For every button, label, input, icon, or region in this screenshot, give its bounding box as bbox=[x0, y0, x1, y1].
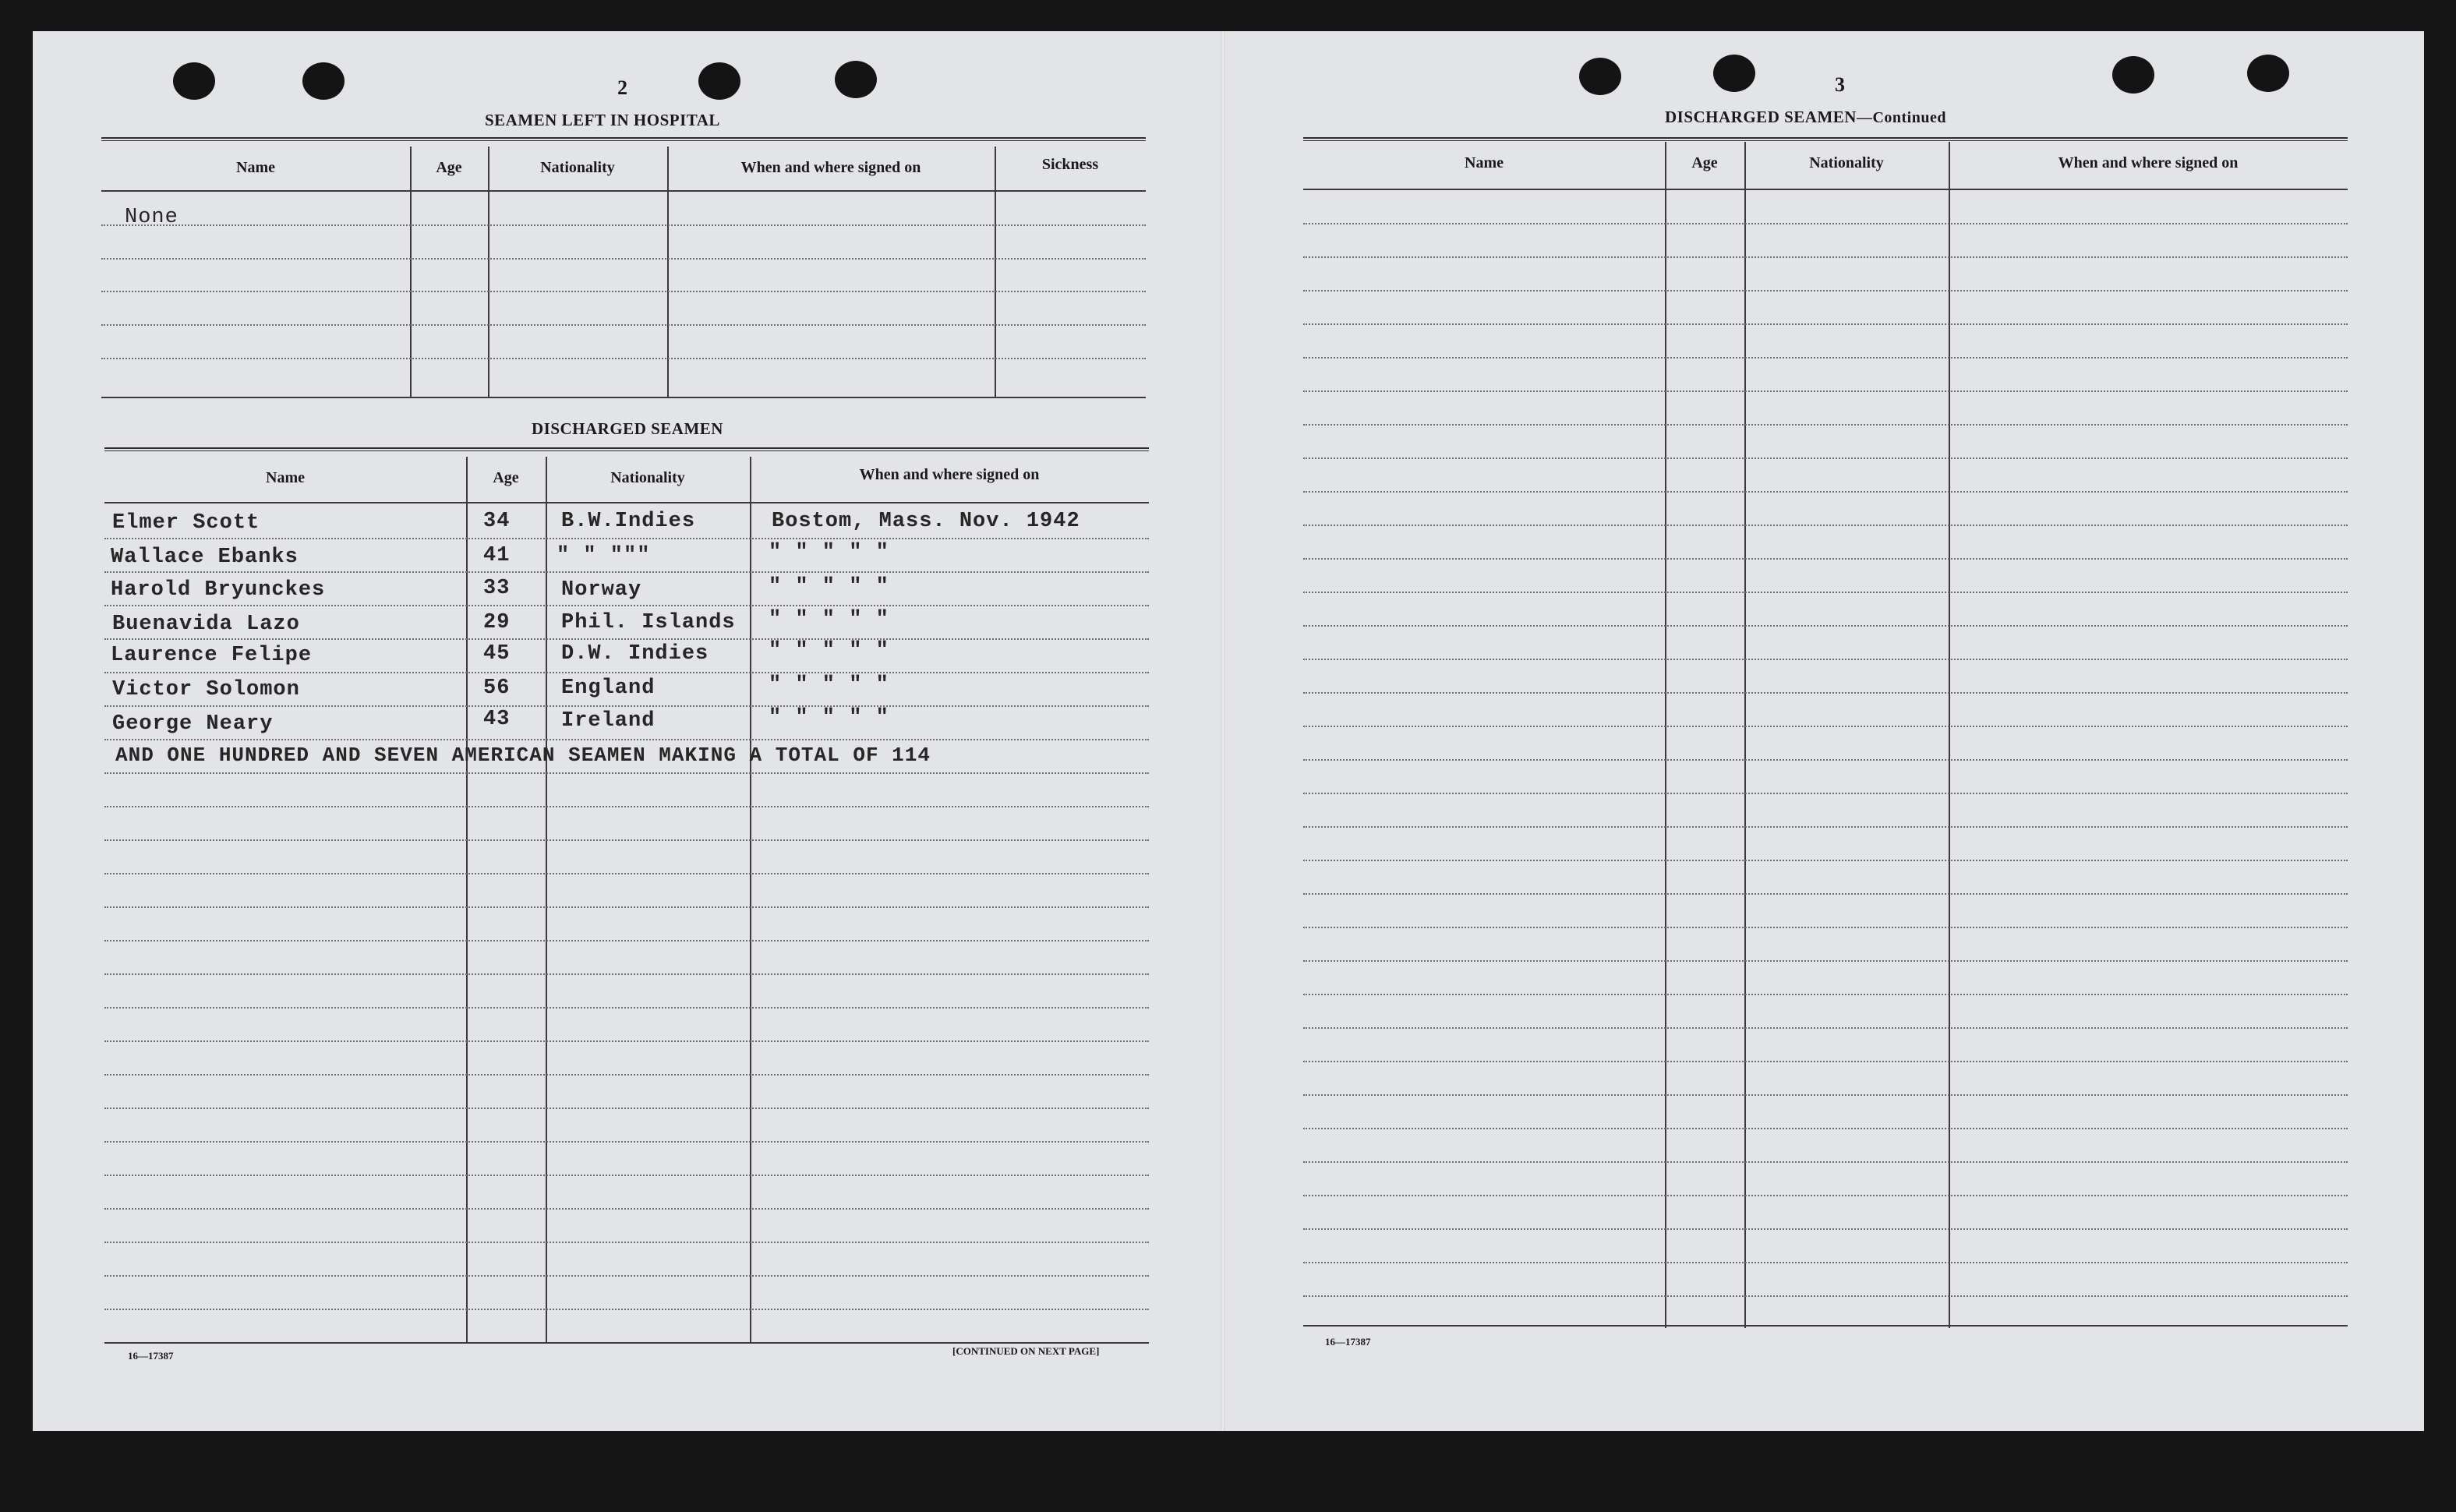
seaman-age: 43 bbox=[483, 708, 511, 731]
header-nationality: Nationality bbox=[540, 159, 615, 176]
seaman-name: George Neary bbox=[112, 712, 274, 736]
header-signed-on: When and where signed on bbox=[2058, 154, 2239, 171]
hospital-none-entry: None bbox=[125, 206, 178, 229]
header-name: Name bbox=[266, 469, 305, 486]
punch-hole bbox=[173, 62, 215, 100]
punch-hole bbox=[302, 62, 345, 100]
seaman-name: Harold Bryunckes bbox=[111, 578, 326, 602]
summary-line: AND ONE HUNDRED AND SEVEN AMERICAN SEAMEN MAKING A TOTAL OF 114 bbox=[115, 744, 931, 767]
form-number: 16—17387 bbox=[1325, 1336, 1371, 1348]
header-signed-on: When and where signed on bbox=[740, 159, 921, 176]
page-number: 2 bbox=[617, 76, 627, 99]
title-suffix: —Continued bbox=[1856, 109, 1946, 126]
seaman-age: 56 bbox=[483, 677, 511, 700]
discharged-continued-title bbox=[1665, 108, 1946, 127]
continued-note: [CONTINUED ON NEXT PAGE] bbox=[952, 1345, 1100, 1357]
header-name: Name bbox=[236, 159, 275, 176]
header-name: Name bbox=[1465, 154, 1504, 171]
seaman-nationality: B.W.Indies bbox=[561, 510, 696, 533]
seaman-age: 41 bbox=[483, 544, 511, 567]
punch-hole bbox=[1713, 55, 1755, 92]
seaman-nationality: England bbox=[561, 677, 656, 700]
hospital-section-title: SEAMEN LEFT IN HOSPITAL bbox=[485, 111, 720, 129]
seaman-nationality: Norway bbox=[561, 578, 642, 602]
punch-hole bbox=[698, 62, 740, 100]
form-number: 16—17387 bbox=[128, 1350, 174, 1362]
hospital-table bbox=[101, 137, 1146, 402]
discharged-continued-table bbox=[1303, 137, 2348, 1328]
header-age: Age bbox=[436, 159, 462, 176]
header-nationality: Nationality bbox=[1809, 154, 1884, 171]
punch-hole bbox=[2112, 56, 2154, 94]
seaman-signed-on: " " " " " bbox=[769, 639, 889, 662]
punch-hole bbox=[835, 61, 877, 98]
seaman-name: Victor Solomon bbox=[112, 678, 300, 701]
page-number: 3 bbox=[1835, 73, 1845, 96]
seaman-name: Wallace Ebanks bbox=[111, 546, 299, 569]
seaman-age: 29 bbox=[483, 611, 511, 634]
seaman-age: 45 bbox=[483, 642, 511, 666]
header-age: Age bbox=[1691, 154, 1718, 171]
seaman-signed-on: Bostom, Mass. Nov. 1942 bbox=[772, 510, 1080, 533]
header-nationality: Nationality bbox=[610, 469, 685, 486]
seaman-nationality: D.W. Indies bbox=[561, 642, 709, 666]
seaman-name: Elmer Scott bbox=[112, 511, 260, 535]
seaman-age: 34 bbox=[483, 510, 511, 533]
seaman-signed-on: " " " " " bbox=[769, 673, 889, 697]
seaman-name: Laurence Felipe bbox=[111, 644, 313, 667]
seaman-signed-on: " " " " " bbox=[769, 541, 889, 564]
punch-hole bbox=[1579, 58, 1621, 95]
discharged-table bbox=[104, 447, 1149, 1344]
seaman-age: 33 bbox=[483, 577, 511, 600]
header-signed-on: When and where signed on bbox=[859, 466, 1040, 483]
header-sickness: Sickness bbox=[1041, 156, 1099, 173]
header-age: Age bbox=[493, 469, 519, 486]
seaman-name: Buenavida Lazo bbox=[112, 613, 300, 636]
punch-hole bbox=[2247, 55, 2289, 92]
page-fold bbox=[1221, 31, 1225, 1431]
seaman-nationality: Phil. Islands bbox=[561, 611, 736, 634]
title-main: DISCHARGED SEAMEN bbox=[1665, 108, 1857, 126]
seaman-signed-on: " " " " " bbox=[769, 706, 889, 730]
seaman-signed-on: " " " " " bbox=[769, 608, 889, 631]
seaman-nationality: Ireland bbox=[561, 709, 656, 733]
seaman-signed-on: " " " " " bbox=[769, 575, 889, 599]
discharged-section-title: DISCHARGED SEAMEN bbox=[532, 419, 723, 438]
seaman-nationality: " " """ bbox=[557, 544, 651, 567]
